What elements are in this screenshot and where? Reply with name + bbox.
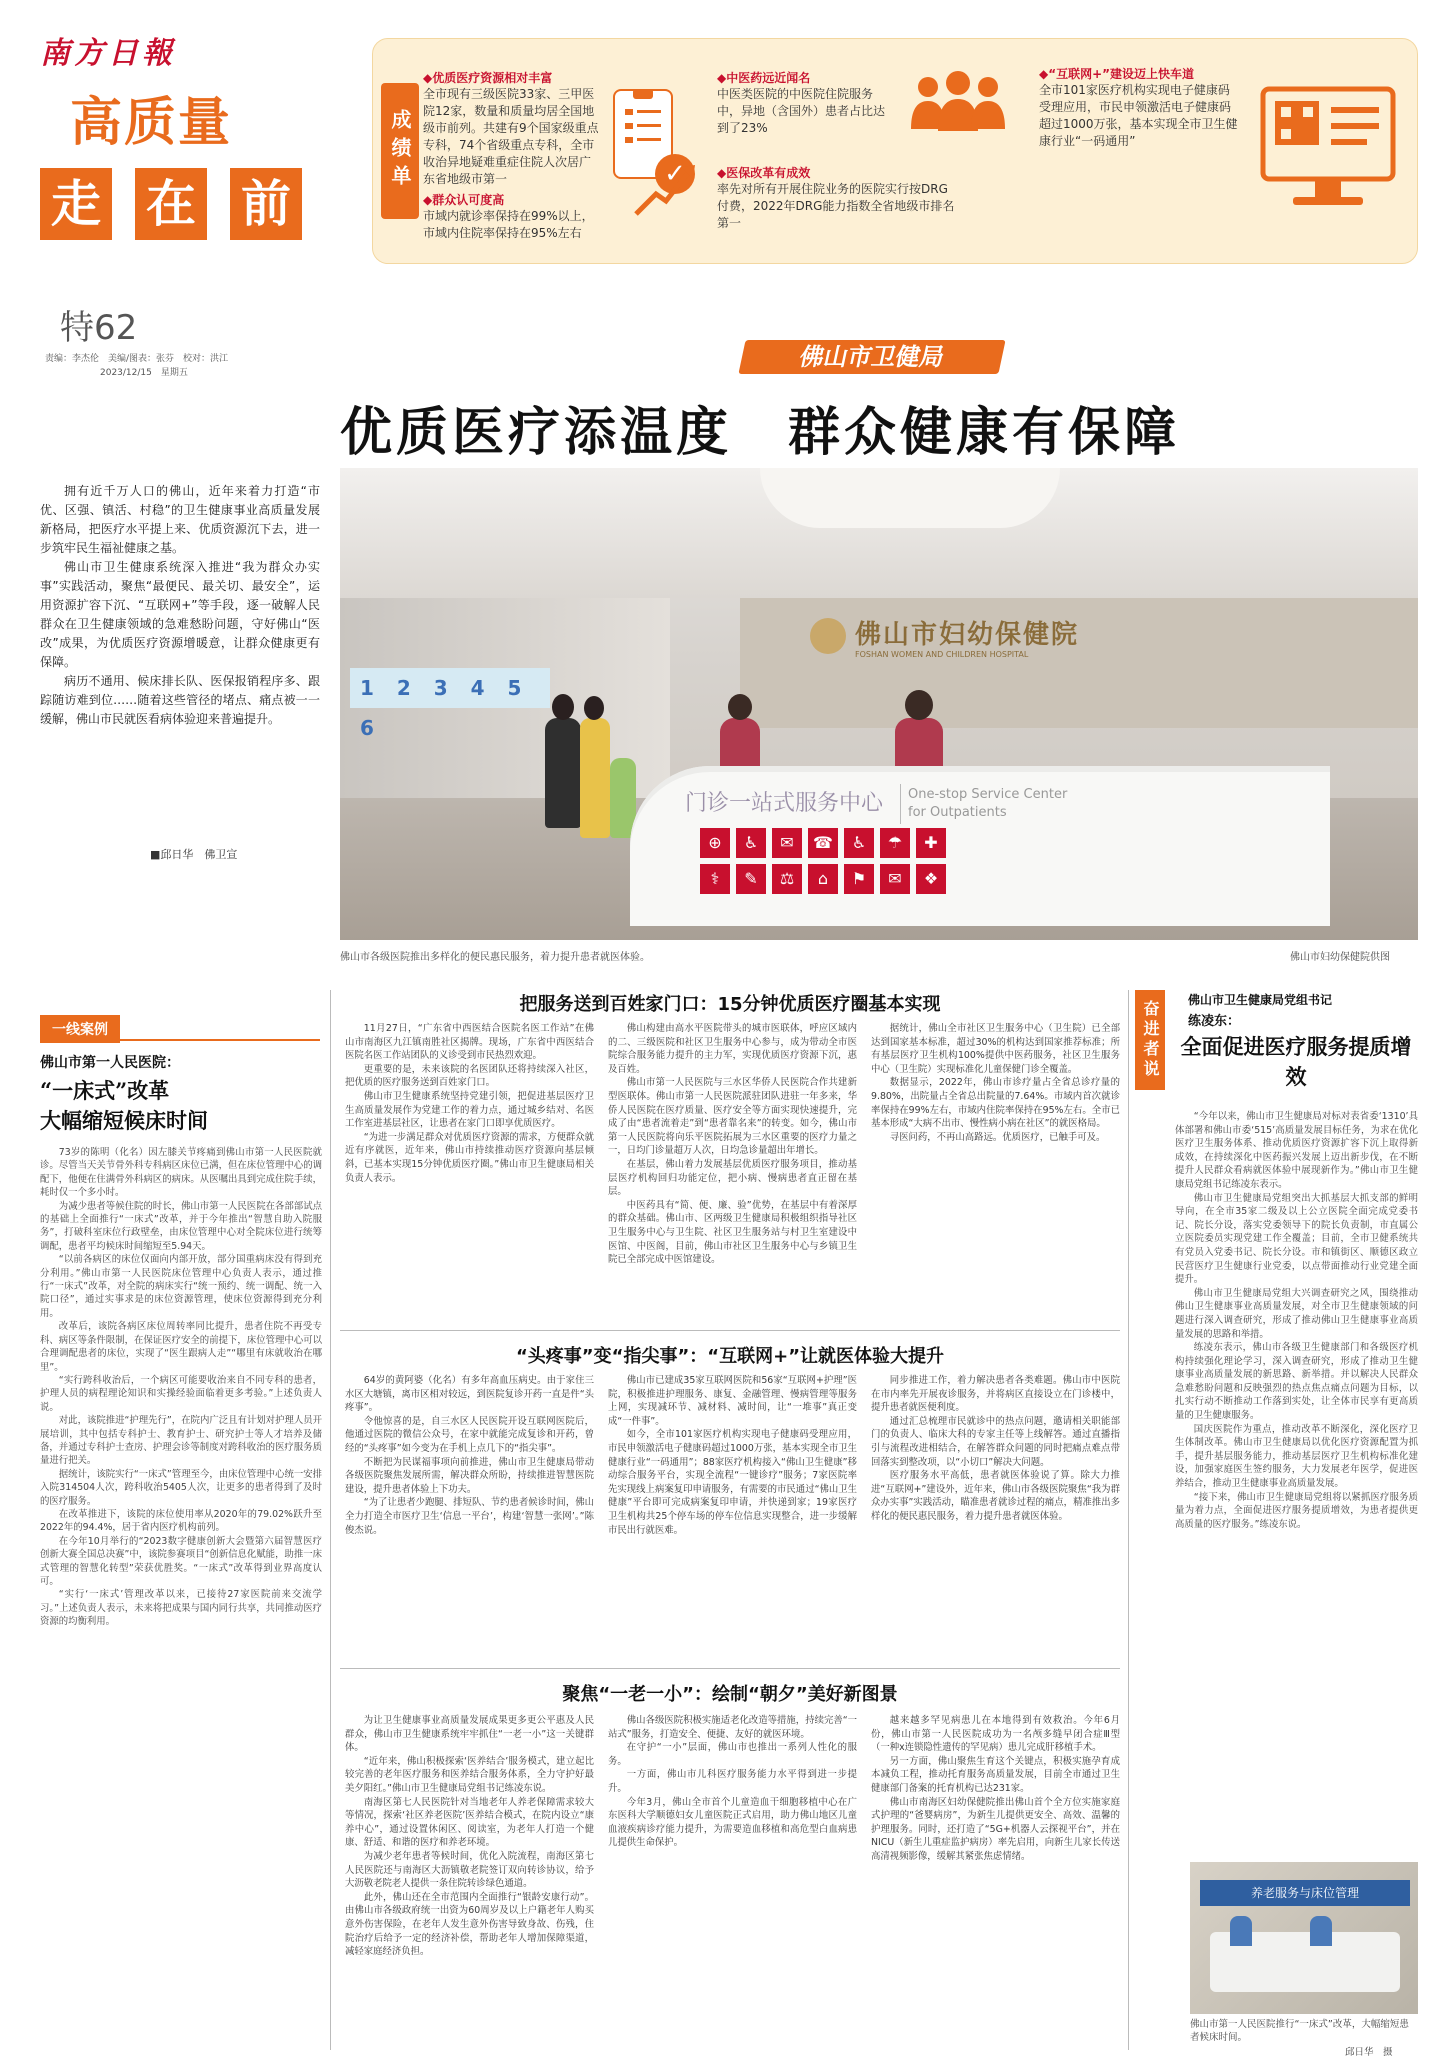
wheelchair-icon: ♿ — [844, 828, 874, 858]
achievement-body: 中医类医院的中医院住院服务中，异地（含国外）患者占比达到了23% — [717, 87, 886, 135]
slogan-char-3: 前 — [230, 168, 302, 240]
desk-sign-en-line: One-stop Service Center — [908, 787, 1068, 802]
section-title: 把服务送到百姓家门口：15分钟优质医疗圈基本实现 — [519, 994, 941, 1015]
desk-sign-divider — [900, 784, 901, 824]
phone-icon: ☎ — [808, 828, 838, 858]
achievements-tag: 成绩单 — [381, 83, 419, 219]
speaker-paragraph: 佛山市卫生健康局党组大兴调查研究之风，围绕推动佛山卫生健康事业高质量发展，对全市卫生健康领域的问题进行深入调查研究，形成了推动佛山卫生健康事业高质量发展的思路和举措。 — [1175, 1287, 1418, 1340]
case-hospital: 佛山市第一人民医院： — [40, 1055, 180, 1071]
section-divider — [340, 1668, 1120, 1669]
hospital-sign: 佛山市妇幼保健院 — [855, 620, 1080, 650]
section3-paragraph: 佛山各级医院积极实施适老化改造等措施，持续完善“一站式”服务，打造安全、便捷、友好的就医环境。 — [608, 1715, 857, 1740]
section1-paragraph: 数据显示，2022年，佛山市诊疗量占全省总诊疗量的9.80%，出院量占全省总出院量的7.64%。市域内首次就诊率保持在99%左右，市域内住院率保持在95%左右。全市已基本形成“大病不出市、慢性病小病在社区”的就医格局。 — [871, 1077, 1120, 1130]
case-paragraph: 改革后，该院各病区床位周转率同比提升，患者住院不再受专科、病区等条件限制，在保证医疗安全的前提下，床位管理中心可以合理调配患者的床位，实现了“医生跟病人走”“哪里有床就收治在哪里”。 — [40, 1321, 322, 1373]
section3-paragraph: 一方面，佛山市儿科医疗服务能力水平得到进一步提升。 — [608, 1769, 857, 1794]
section3-paragraph: 越来越多罕见病患儿在本地得到有效救治。今年6月份，佛山市第一人民医院成功为一名颅多缝早闭合症Ⅲ型（一种x连锁隐性遗传的罕见病）患儿完成肝移植手术。 — [871, 1715, 1120, 1754]
photo-caption: 佛山市各级医院推出多样化的便民惠民服务，着力提升患者就医体验。 — [340, 952, 650, 963]
desk-sign-en-line: for Outpatients — [908, 805, 1007, 820]
slogan-char-2: 在 — [135, 168, 207, 240]
service-icon: ⊕ — [700, 828, 730, 858]
column-name: 高质量 — [70, 93, 233, 153]
speaker-headline: 全面促进医疗服务提质增效 — [1180, 1034, 1412, 1089]
speaker-paragraph: 佛山市卫生健康局党组突出大抓基层大抓支部的鲜明导向，在全市35家二级及以上公立医院全面完成党委书记、院长分设，落实党委领导下的院长负责制，市直属公立医院委员实现党建工作全覆盖；目前，全市卫健系统共有党员入党委书记、院长分设。市和镇街区、顺德区政立民营医疗卫生健康行业党委，以点带面推动行业党建全面提升。 — [1175, 1192, 1418, 1286]
case-tag-bar — [40, 1015, 320, 1041]
mail-icon: ✉ — [772, 828, 802, 858]
section2-paragraph: 64岁的黄阿婆（化名）有多年高血压病史。由于家住三水区大塘镇，离市区相对较远，到医院复诊开药一直是件“头疼事”。 — [345, 1375, 594, 1414]
section3-paragraph: 此外，佛山还在全市范围内全面推行“银龄安康行动”。由佛山市各级政府统一出资为60周岁及以上户籍老年人购买意外伤害保险，在老年人发生意外伤害导致身故、伤残，住院治疗后给予一定的经济补偿，帮助老年人增加保障渠道，减轻家庭经济负担。 — [345, 1891, 594, 1958]
achievement-body: 率先对所有开展住院业务的医院实行按DRG付费，2022年DRG能力指数全省地级市排名第一 — [717, 182, 955, 230]
intro-paragraph: 病历不通用、候床排长队、医保报销程序多、跟踪随访难到位……随着这些管径的堵点、痛点被一一缓解，佛山市民就医看病体验迎来普遍提升。 — [40, 674, 320, 726]
achievements-panel — [372, 38, 1418, 264]
issue-number: 特62 — [60, 308, 138, 348]
section1-paragraph: 寻医问药，不再山高路远。优质医疗，已触手可及。 — [889, 1131, 1106, 1143]
people-icon — [903, 69, 1013, 139]
case-paragraph: 在今年10月举行的“2023数字健康创新大会暨第六届智慧医疗创新大赛全国总决赛”中，该院参赛项目“创新信息化赋能，助推一床式管理的智慧化转型”荣获优胜奖。“一床式”改革得到业界高度认可。 — [40, 1535, 322, 1587]
masthead — [40, 28, 330, 278]
section-title: “头疼事”变“指尖事”：“互联网+”让就医体验大提升 — [515, 1346, 945, 1367]
column-divider — [1128, 990, 1129, 2050]
main-photo — [340, 468, 1418, 940]
achievement-item — [717, 69, 892, 137]
section1-paragraph: 更重要的是，未来该院的名医团队还将持续深入社区，把优质的医疗服务送到百姓家门口。 — [345, 1063, 594, 1089]
speaker-paragraph: “今年以来，佛山市卫生健康局对标对表省委‘1310’具体部署和佛山市委‘515’高质量发展目标任务，为求在优化医疗卫生服务体系、推动优质医疗资源扩容下沉上取得新成效，在持续深化中医药振兴发展上迈出新步伐，在不断提升人民群众看病就医体验中展现新作为。”佛山市卫生健康局党组书记练凌东表示。 — [1175, 1111, 1418, 1190]
section3-paragraph: 在守护“一小”层面，佛山市也推出一系列人性化的服务。 — [608, 1742, 857, 1767]
scale-icon: ⚖ — [772, 864, 802, 894]
speaker-paragraph: 练凌东表示，佛山市各级卫生健康部门和各级医疗机构持续强化理论学习，深入调查研究，形成了推动卫生健康事业高质量发展的新思路、新举措。并以解决人民群众急难愁盼问题和反映强烈的热点焦点痛点问题为目标，以扎实行动不断推动工作落到实处，让全体市民享有更高质量的卫生健康服务。 — [1175, 1342, 1418, 1422]
achievement-body: 全市101家医疗机构实现电子健康码受理应用，市民申领激活电子健康码超过1000万张，基本实现全市卫生健康行业“一码通用” — [1039, 83, 1238, 148]
department-label: 佛山市卫健局 — [738, 340, 1005, 374]
page-title: 优质医疗添温度 群众健康有保障 — [340, 402, 1181, 463]
section3-paragraph: 为减少老年患者等候时间，优化入院流程，南海区第七人民医院还与南海区大沥镇敬老院签订双向转诊协议，给予大沥敬老院老人提供一条住院转诊绿色通道。 — [345, 1850, 594, 1890]
intro-author: ■邱日华 佛卫宣 — [150, 848, 238, 861]
desk-sign-cn: 门诊一站式服务中心 — [685, 791, 884, 816]
speaker-paragraph: 国庆医院作为重点，推动改革不断深化，深化医疗卫生体制改革。佛山市卫生健康局以优化医疗资源配置为抓手，提升基层服务能力，推动基层医疗卫生机构标准化建设，加强家庭医生签约服务，大力发展老年医学，促进医养结合，推动卫生健康事业高质量发展。 — [1175, 1423, 1418, 1490]
section3-paragraph: 另一方面，佛山聚焦生育这个关键点，积极实施孕育成本减负工程，推动托育服务高质量发展，目前全市通过卫生健康部门备案的托育机构已达231家。 — [871, 1755, 1120, 1794]
photo-credit: 佛山市妇幼保健院供图 — [1290, 952, 1390, 963]
case-paragraph: 对此，该院推进“护理先行”，在院内广泛且有计划对护理人员开展培训，其中包括专科护士、教育护士、研究护士等人才培养及储备，并通过专科护士查房、护理会诊等制度对跨科收治的医疗服务质量进行把关。 — [40, 1415, 322, 1467]
desk-sign-en — [908, 786, 1067, 822]
hospital-sign-en: FOSHAN WOMEN AND CHILDREN HOSPITAL — [855, 650, 1029, 659]
achievement-head: ◆中医药远近闻名 — [717, 71, 811, 85]
ceiling-arch — [760, 468, 1060, 528]
achievement-head: ◆优质医疗资源相对丰富 — [423, 71, 553, 85]
section2-paragraph: 如今，全市101家医疗机构实现电子健康码受理应用，市民申领激活电子健康码超过1000万张，基本实现全市卫生健康行业“一码通用”；88家医疗机构接入“佛山卫生健康”移动综合服务平台，实现全流程“一键诊疗”服务；7家医院率先实现线上病案复印申请服务，有需要的市民通过“佛山卫生健康”平台即可完成病案复印申请，并快递到家；19家医疗卫生机构共25个停车场的停车位信息实现整合，进一步缓解市民出行就医难。 — [608, 1429, 857, 1536]
bottom-photo-caption: 佛山市第一人民医院推行“一床式”改革，大幅缩短患者候床时间。 — [1190, 2019, 1409, 2043]
slogan-char-1: 走 — [40, 168, 112, 240]
section1-paragraph: 据统计，佛山全市社区卫生服务中心（卫生院）已全部达到国家基本标准，超过30%的机构达到国家推荐标准；所有基层医疗卫生机构100%提供中医药服务，社区卫生服务中心（卫生院）实现标准化儿童保健门诊全覆盖。 — [871, 1023, 1120, 1075]
home-icon: ⌂ — [808, 864, 838, 894]
staff-figure — [1310, 1916, 1332, 1946]
intro-paragraph: 佛山市卫生健康系统深入推进“我为群众办实事”实践活动，聚焦“最便民、最关切、最安全”，运用资源扩容下沉、“互联网+”等手段，逐一破解人民群众在卫生健康领域的急难愁盼问题，守好佛山“医改”成果，为优质医疗资源增暖意，让群众健康更有保障。 — [40, 560, 320, 669]
section1-paragraph: 佛山市第一人民医院与三水区华侨人民医院合作共建新型医联体。佛山市第一人民医院派驻团队进驻一年多来，华侨人民医院在医疗质量、医疗安全等方面实现快速提升，完成了由“患者流着走”到“患者靠名来”的转变。如今，佛山市第一人民医院将向乐平医院拓展为三水区重要的医疗力量之一，日均门诊量超万人次，日均急诊量超出年增长。 — [608, 1077, 857, 1157]
section2-paragraph: 医疗服务水平高低，患者就医体验说了算。除大力推进“互联网+”建设外，近年来，佛山市各级医院聚焦“我为群众办实事”实践活动，瞄准患者就诊过程的痛点，精准推出多样化的便民惠民服务，着力提升患者就医体验。 — [871, 1470, 1120, 1522]
section2-paragraph: 通过汇总梳理市民就诊中的热点问题，邀请相关职能部门的负责人、临床大科的专家主任等上线解答。通过直播指引与流程改进相结合，在解答群众问题的同时把痛点难点带回落实到整改项，以“小切口”解决大问题。 — [871, 1415, 1120, 1468]
diamond-icon: ❖ — [916, 864, 946, 894]
number-display: 1 2 3 4 5 6 — [350, 668, 550, 708]
text-column — [345, 1022, 594, 1322]
achievement-body: 全市现有三级医院33家、三甲医院12家，数量和质量均居全国地级市前列。共建有9个国家级重点专科，74个省级重点专科，全市收治异地疑难重症住院人次居广东省地级市第一 — [423, 87, 599, 186]
text-column — [345, 1714, 594, 2049]
column-divider — [330, 990, 331, 2050]
medical-cross-icon: ✚ — [916, 828, 946, 858]
section3-body — [345, 1714, 1120, 2049]
text-column — [871, 1374, 1120, 1659]
section1-paragraph: “为进一步满足群众对优质医疗资源的需求，方便群众就近有序就医，近年来，佛山市持续推动医疗资源向基层倾斜，已基本实现15分钟优质医疗圈。”佛山市卫生健康局相关负责人表示。 — [345, 1131, 594, 1184]
text-column — [608, 1714, 857, 2049]
section1-body — [345, 1022, 1120, 1322]
achievement-item — [1039, 65, 1239, 150]
text-column — [871, 1714, 1120, 2049]
bottom-photo-credit: 邱日华 摄 — [1345, 2047, 1393, 2058]
visitor-figure — [580, 718, 610, 838]
case-paragraph: 在改革推进下，该院的床位使用率从2020年的79.02%跃升至2022年的94.4%，居于省内医疗机构前列。 — [40, 1508, 322, 1534]
achievement-head: ◆“互联网+”建设迈上快车道 — [1039, 67, 1195, 81]
section-divider — [340, 1330, 1120, 1331]
achievement-head: ◆群众认可度高 — [423, 193, 505, 207]
section3-paragraph: 今年3月，佛山全市首个儿童造血干细胞移植中心在广东医科大学顺德妇女儿童医院正式启用，助力佛山地区儿童血液疾病诊疗能力提升，为需要造血移植和高危型白血病患儿提供生命保护。 — [608, 1796, 857, 1849]
section3-paragraph: 为让卫生健康事业高质量发展成果更多更公平惠及人民群众，佛山市卫生健康系统牢牢抓住“一老一小”这一关键群体。 — [345, 1715, 594, 1754]
credits-line: 责编：李杰伦 美编/图表：张芬 校对：洪江 — [45, 354, 229, 364]
visitor-figure — [545, 718, 581, 828]
caduceus-icon: ⚕ — [700, 864, 730, 894]
case-paragraph: “实行跨科收治后，一个病区可能要收治来自不同专科的患者，护理人员的病程理论知识和实操经验面临着更多考验。”上述负责人说。 — [40, 1374, 322, 1413]
speaker-name: 练凌东： — [1188, 1014, 1241, 1029]
achievement-item — [423, 191, 601, 242]
case-paragraph: “以前各病区的床位仅面向内部开放，部分国重病床没有得到充分利用。”佛山市第一人民医院床位管理中心负责人表示，通过推行“一床式”改革，对全院的病床实行“统一预约、统一调配、统一入院口径”，通过实事求是的床位资源管理，使床位资源得到充分利用。 — [40, 1254, 322, 1319]
achievement-head: ◆医保改革有成效 — [717, 166, 811, 180]
speaker-title: 佛山市卫生健康局党组书记 — [1188, 993, 1333, 1007]
section2-paragraph: “为了让患者少跑腿、排短队、节约患者候诊时间，佛山全力打造全市医疗卫生‘信息一平台’，构建‘智慧一张网’。”陈俊杰说。 — [345, 1497, 594, 1536]
staff-head — [728, 694, 752, 720]
bottom-photo — [1190, 1862, 1418, 2014]
section2-paragraph: 同步推进工作，着力解决患者各类难题。佛山市中医院在市内率先开展夜诊服务，并将病区直接设立在门诊楼中，提升患者就医便利度。 — [871, 1375, 1120, 1414]
section3-paragraph: 南海区第七人民医院针对当地老年人养老保障需求较大等情况，探索‘社区养老医院’医养结合模式，在院内设立“康养中心”，通过设置休闲区、阅读室，为老年人打造一个健康、舒适、和谐的医疗和养老环境。 — [345, 1796, 594, 1849]
case-paragraph: 73岁的陈明（化名）因左膝关节疼痛到佛山市第一人民医院就诊。尽管当天关节骨外科专科病区床位已满，但在床位管理中心的调配下，他便在住满骨外科病区的病床。从医嘱出具到完成住院手续，耗时仅一个多小时。 — [40, 1147, 322, 1199]
case-body — [40, 1146, 322, 1629]
voices-tag: 奋进者说 — [1135, 990, 1165, 1090]
hospital-emblem-icon — [810, 618, 846, 654]
section1-paragraph: 中医药具有“简、便、廉、验”优势，在基层中有着深厚的群众基础。佛山市、区两级卫生健康局积极组织指导社区卫生服务中心与卫生院、社区卫生服务站与村卫生室建设中医馆、中医阁，目前，佛山市社区卫生服务中心与乡镇卫生院已全部完成中医馆建设。 — [608, 1199, 857, 1266]
achievement-item — [423, 69, 601, 188]
checkmark-icon: ✓ — [655, 154, 695, 194]
visitor-head — [584, 696, 604, 720]
speaker-paragraph: “接下来，佛山市卫生健康局党组将以紧抓医疗服务质量为着力点，全面促进医疗服务提质增效，为患者提供更高质量的医疗服务。”练凌东说。 — [1175, 1491, 1418, 1530]
desk-icon-grid — [700, 828, 940, 894]
section1-paragraph: 佛山市卫生健康系统坚持党建引领，把促进基层医疗卫生高质量发展作为党建工作的着力点，通过城乡结对、名医工作室进基层社区，让患者在家门口即享优质医疗。 — [345, 1090, 594, 1130]
growth-arrow-icon — [631, 139, 701, 219]
achievement-item — [717, 164, 957, 232]
intro-text — [40, 482, 320, 729]
section3-paragraph: “近年来，佛山积极探索‘医养结合’服务模式，建立起比较完善的老年医疗服务和医养结合服务体系，全力守护好最美夕阳红。”佛山市卫生健康局党组书记练凌东说。 — [345, 1755, 594, 1794]
section2-paragraph: 不断把为民谋福事项向前推进，佛山市卫生健康局带动各级医院聚焦发展所需，解决群众所盼，持续推进智慧医院建设，提升患者体验上下功夫。 — [345, 1456, 594, 1495]
date-line: 2023/12/15 星期五 — [100, 368, 188, 378]
newspaper-logo: 南方日報 — [40, 36, 176, 71]
visitor-head — [552, 694, 574, 720]
text-column — [345, 1374, 594, 1659]
bottom-photo-sign: 养老服务与床位管理 — [1200, 1880, 1410, 1906]
section2-body — [345, 1374, 1120, 1659]
case-paragraph: 为减少患者等候住院的时长，佛山市第一人民医院在各部部试点的基础上全面推行“一床式”改革，并于今年推出“智慧自助入院服务”，打破科室床位行政壁垒，由床位管理中心对全院床位进行统筹调配，患者平均候床时间缩短至5.94天。 — [40, 1200, 322, 1252]
accessibility-icon: ♿ — [736, 828, 766, 858]
section-title: 聚焦“一老一小”：绘制“朝夕”美好新图景 — [562, 1684, 898, 1705]
flag-icon: ⚑ — [844, 864, 874, 894]
section3-paragraph: 佛山市南海区妇幼保健院推出佛山首个全方位实施家庭式护理的“爸婴病房”，为新生儿提供更安全、高效、温馨的护理服务。同时，还打造了“5G+机器人云探视平台”，并在NICU（新生儿重症监护病房）率先启用，向新生儿家长传送高清视频影像，缓解其紧张焦虑情绪。 — [871, 1796, 1120, 1862]
case-paragraph: “实行‘一床式’管理改革以来，已接待27家医院前来交流学习。”上述负责人表示，未来将把成果与国内同行共享，共同推动医疗资源的均衡利用。 — [40, 1589, 322, 1628]
umbrella-icon: ☂ — [880, 828, 910, 858]
envelope-icon: ✉ — [880, 864, 910, 894]
pen-icon: ✎ — [736, 864, 766, 894]
section1-paragraph: 在基层，佛山着力发展基层优质医疗服务项目，推动基层医疗机构回归功能定位，把小病、慢病患者直正留在基层。 — [608, 1158, 857, 1198]
intro-paragraph: 拥有近千万人口的佛山，近年来着力打造“市优、区强、镇活、村稳”的卫生健康事业高质量发展新格局，把医疗水平提上来、优质资源沉下去，进一步筑牢民生福祉健康之基。 — [40, 484, 320, 555]
case-paragraph: 据统计，该院实行“一床式”管理至今，由床位管理中心统一安排入院314504人次，跨科收治5405人次，让更多的患者得到了及时的医疗服务。 — [40, 1468, 322, 1507]
section1-paragraph: 11月27日，“广东省中西医结合医院名医工作站”在佛山市南海区九江镇南胜社区揭牌。现场，广东省中西医结合医院名医工作站团队的义诊受到市民热烈欢迎。 — [345, 1023, 594, 1062]
computer-icon — [1253, 79, 1403, 219]
text-column — [871, 1022, 1120, 1322]
case-tag: 一线案例 — [40, 1015, 120, 1043]
credits — [45, 352, 228, 380]
text-column — [608, 1022, 857, 1322]
staff-head — [905, 690, 933, 720]
staff-figure — [1230, 1916, 1252, 1946]
text-column — [608, 1374, 857, 1659]
achievement-body: 市域内就诊率保持在99%以上，市域内住院率保持在95%左右 — [423, 209, 594, 240]
section2-paragraph: 佛山市已建成35家互联网医院和56家“互联网+护理”医院，积极推进护理服务、康复、金融管理、慢病管理等服务上网，实现减环节、减材料、减时间，让“一堆事”真正变成“一件事”。 — [608, 1375, 857, 1427]
section1-paragraph: 佛山构建由高水平医院带头的城市医联体，呼应区域内的二、三级医院和社区卫生服务中心参与，成为带动全市医院综合服务能力提升的主力军，实现优质医疗资源下沉，惠及百姓。 — [608, 1023, 857, 1075]
speaker-body — [1175, 1110, 1418, 1830]
case-title: “一床式”改革 大幅缩短候床时间 — [40, 1078, 208, 1133]
section2-paragraph: 令他惊喜的是，自三水区人民医院开设互联网医院后，他通过医院的微信公众号，在家中就能完成复诊和开药，曾经的“头疼事”如今变为在手机上点几下的“指尖事”。 — [345, 1415, 594, 1454]
